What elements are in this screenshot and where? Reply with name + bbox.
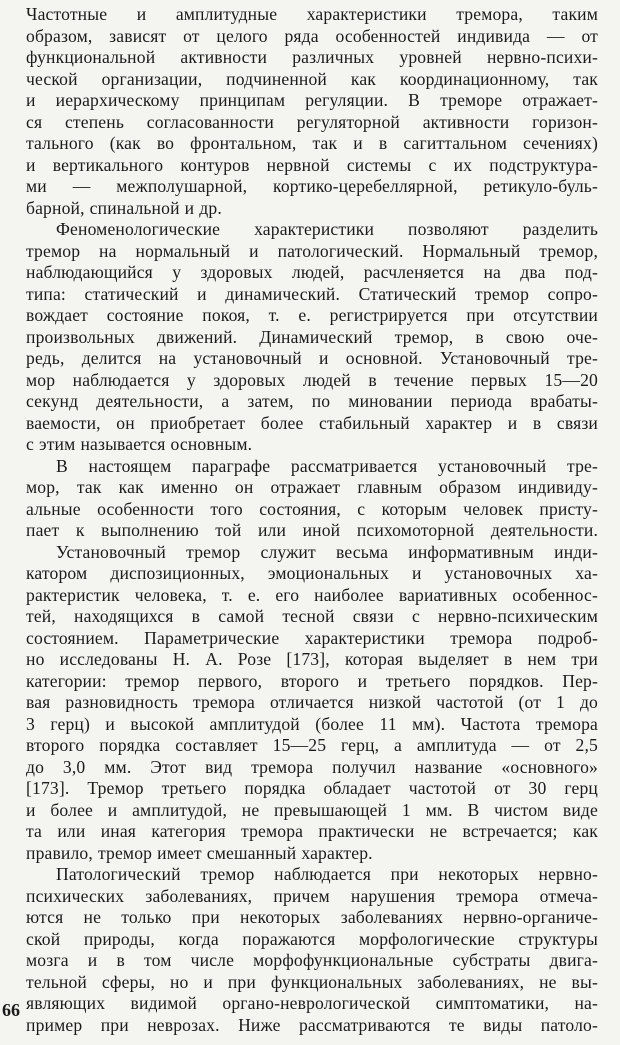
text-line: катором диспозиционных, эмоциональных и установочных ха- [26,563,598,583]
text-line: ской природы, когда поражаются морфологические структуры [26,928,598,949]
text-line: редь, делится на установочный и основной. Установочный тре- [26,348,598,368]
text-line: тельной сферы, но и при функциональных заболеваниях, не вы- [26,971,598,992]
text-line: тей, находящихся в самой тесной связи с нервно-психическим [26,606,598,626]
page-number: 66 [2,1000,20,1020]
text-line: ми — межполушарной, кортико-церебеллярной, ретикуло-буль- [26,176,598,196]
text-line: [173]. Тремор третьего порядка обладает частотой от 30 герц [26,778,598,798]
text-line: до 3,0 мм. Этот вид тремора получил название «основного» [26,756,598,777]
text-line: вая разновидность тремора отличается низкой частотой (от 1 до [26,692,598,712]
text-line: состоянием. Параметрические характеристики тремора подроб- [26,627,598,648]
text-line: произвольных движений. Динамический тремор, в свою оче- [26,326,598,347]
text-line: ческой организации, подчиненной как координационному, так [26,68,598,89]
text-line: но исследованы Н. А. Розе [173], которая выделяет в нем три [26,649,598,669]
text-line: тремор на нормальный и патологический. Нормальный тремор, [26,240,598,261]
text-line: рактеристик человека, т. е. его наиболее вариативных особеннос- [26,584,598,605]
text-line: ваемости, он приобретает более стабильный характер и в связи [26,412,598,433]
text-line: мор, так как именно он отражает главным образом индивиду- [26,477,598,497]
text-line: с этим называется основным. [26,434,253,454]
text-line: Частотные и амплитудные характеристики тремора, таким [26,4,598,24]
text-line: наблюдающийся у здоровых людей, расчленяется на два под- [26,262,598,282]
text-line: 3 герц) и высокой амплитудой (более 11 мм). Частота тремора [26,713,598,734]
text-line: пает к выполнению той или иной психомоторной деятельности. [26,520,598,540]
text-line: являющих видимой органо-неврологической симптоматики, на- [26,993,598,1013]
text-line: секунд деятельности, а затем, по миновании периода врабаты- [26,391,598,411]
text-line: ся степень согласованности регуляторной активности горизон- [26,111,598,132]
text-line: и вертикального контуров нервной системы с их подструктура- [26,154,598,175]
text-line: и более и амплитудой, не превышающей 1 мм. В чистом виде [26,799,598,820]
text-line: правило, тремор имеет смешанный характер. [26,842,373,863]
paragraph-first-line: В настоящем параграфе рассматривается установочный тре- [56,455,598,476]
text-line: мозга и в том числе морфофункциональные субстраты двига- [26,950,598,970]
text-line: пример при неврозах. Ниже рассматриваются те виды патоло- [26,1014,598,1035]
text-line: тального (как во фронтальном, так и в сагиттальном сечениях) [26,133,598,153]
body-text [26,4,598,1036]
text-line: та или иная категория тремора практически не встречается; как [26,821,598,841]
paragraph-first-line: Установочный тремор служит весьма информативным инди- [56,541,598,562]
text-line: ются не только при некоторых заболеваниях нервно-органиче- [26,907,598,927]
text-line: вождает состояние покоя, т. е. регистрируется при отсутствии [26,305,598,325]
text-line: и иерархическому принципам регуляции. В треморе отражает- [26,90,598,110]
text-line: типа: статический и динамический. Статический тремор сопро- [26,283,598,304]
text-line: функциональной активности различных уровней нервно-психи- [26,47,598,67]
text-line: барной, спинальной и др. [26,197,222,218]
text-line: психических заболеваниях, причем нарушения тремора отмеча- [26,885,598,906]
text-line: альные особенности того состояния, с которым человек присту- [26,498,598,519]
text-line: категории: тремор первого, второго и третьего порядков. Пер- [26,670,598,691]
text-line: образом, зависят от целого ряда особенностей индивида — от [26,25,598,46]
text-line: второго порядка составляет 15—25 герц, а амплитуда — от 2,5 [26,735,598,755]
text-line: мор наблюдается у здоровых людей в течение первых 15—20 [26,369,598,390]
paragraph-first-line: Феноменологические характеристики позволяют разделить [56,219,598,239]
paragraph-first-line: Патологический тремор наблюдается при некоторых нервно- [56,864,598,884]
